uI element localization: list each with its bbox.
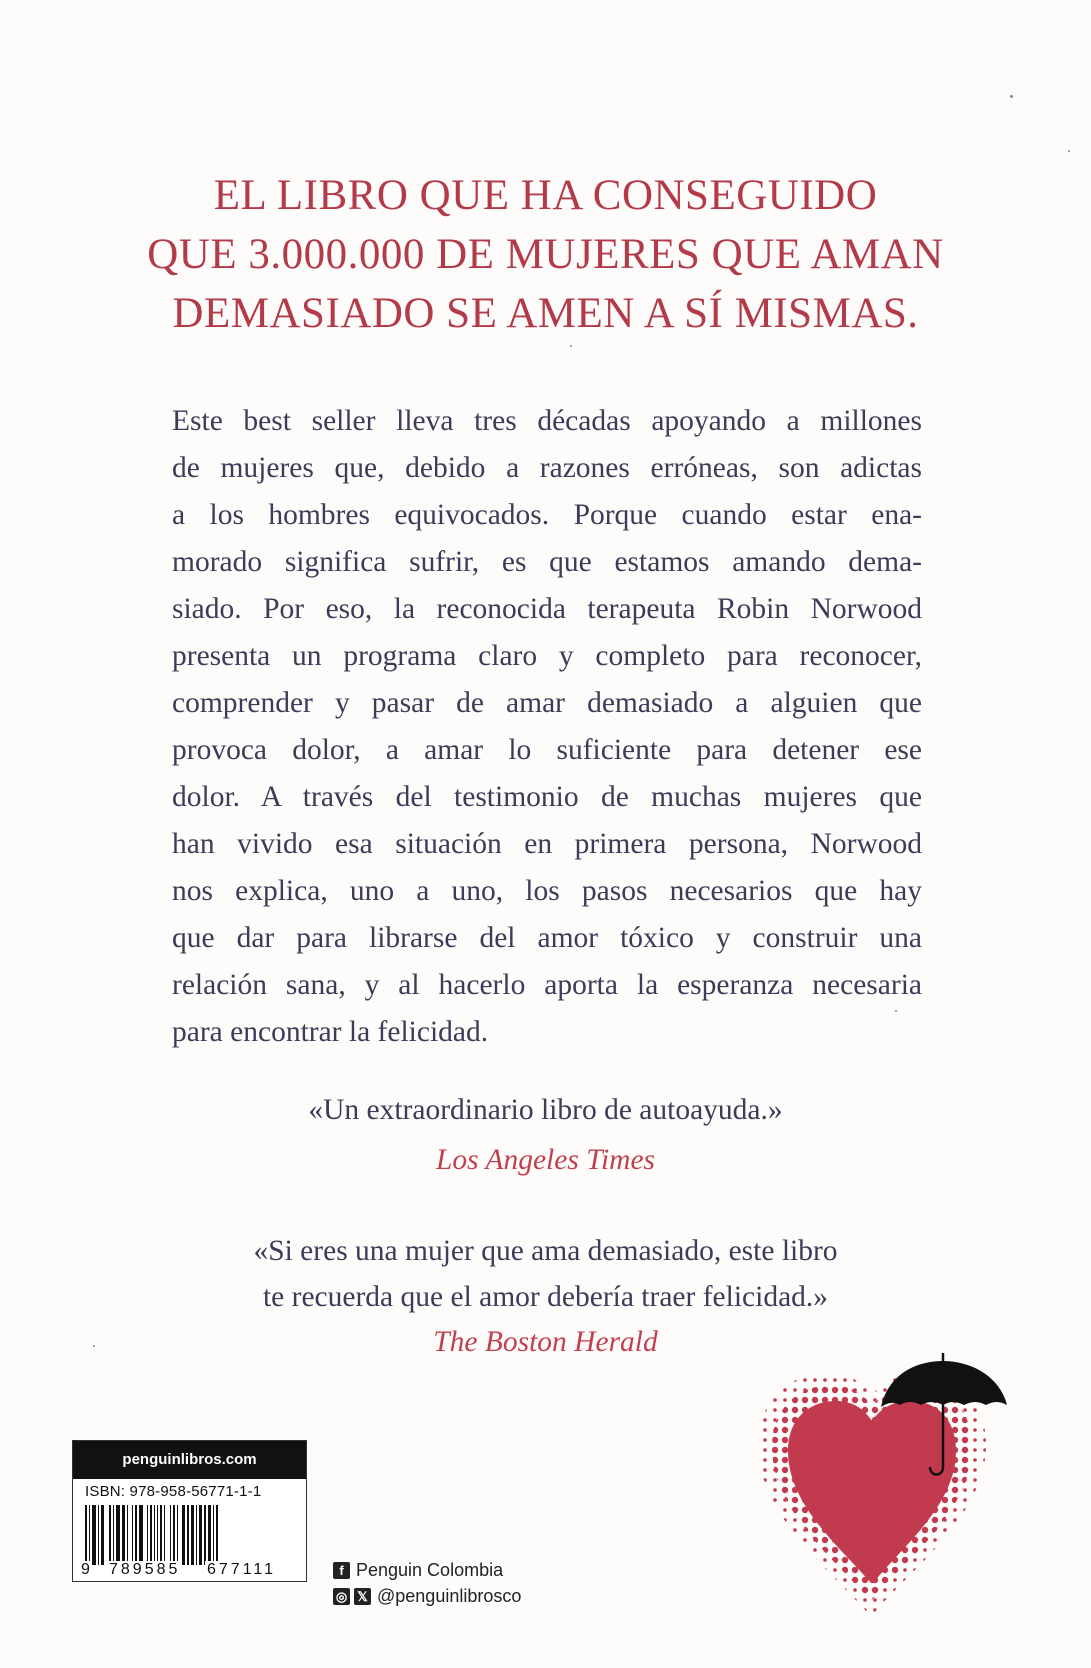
blurb-line: siado. Por eso, la reconocida terapeuta Robin Norwood (172, 593, 922, 625)
blurb-line: de mujeres que, debido a razones erróneas, son adictas (172, 452, 922, 484)
blurb-line: comprender y pasar de amar demasiado a alguien que (172, 687, 922, 719)
blurb-line: que dar para librarse del amor tóxico y construir una (172, 922, 922, 954)
isbn-number: ISBN: 978-958-56771-1-1 (85, 1483, 262, 1500)
heart-icon (758, 1373, 986, 1613)
headline-line-1: EL LIBRO QUE HA CONSEGUIDO (213, 172, 878, 219)
isbn-barcode-box (72, 1440, 307, 1582)
blurb-paragraph (172, 398, 922, 1056)
heart-umbrella-illustration (750, 1345, 1040, 1635)
blurb-line: morado significa sufrir, es que estamos amando dema- (172, 546, 922, 578)
headline (0, 166, 1091, 343)
blurb-line: relación sana, y al hacerlo aporta la esperanza necesaria (172, 969, 922, 1001)
blurb-line: para encontrar la felicidad. (172, 1016, 489, 1048)
barcode-digits-left: 789585 (109, 1561, 181, 1578)
blurb-line: provoca dolor, a amar lo suficiente para detener ese (172, 734, 922, 766)
review-source-2: The Boston Herald (433, 1326, 658, 1358)
social-handle: @penguinlibrosco (377, 1585, 522, 1606)
scan-speck (93, 1345, 95, 1347)
facebook-row (333, 1557, 521, 1583)
blurb-line: Este best seller lleva tres décadas apoyando a millones (172, 405, 922, 437)
headline-line-3: DEMASIADO SE AMEN A SÍ MISMAS. (172, 290, 919, 337)
review-quote-2-line-2: te recuerda que el amor debería traer felicidad.» (262, 1281, 829, 1313)
scan-speck (570, 345, 572, 347)
review-quote-2-line-1: «Si eres una mujer que ama demasiado, este libro (253, 1235, 838, 1267)
blurb-line: nos explica, uno a uno, los pasos necesarios que hay (172, 875, 922, 907)
handle-row (333, 1583, 521, 1609)
blurb-line: a los hombres equivocados. Porque cuando estar ena- (172, 499, 922, 531)
scan-speck (1010, 95, 1013, 98)
review-source-1: Los Angeles Times (435, 1144, 656, 1176)
publisher-website: penguinlibros.com (73, 1441, 306, 1479)
headline-line-2: QUE 3.000.000 DE MUJERES QUE AMAN (147, 231, 944, 278)
blurb-line: dolor. A través del testimonio de muchas mujeres que (172, 781, 922, 813)
instagram-icon: ◎ (333, 1588, 350, 1605)
scan-speck (1068, 150, 1070, 152)
barcode-digit-lead: 9 (81, 1561, 90, 1578)
review-quote-1: «Un extraordinario libro de autoayuda.» (308, 1094, 783, 1126)
blurb-line: presenta un programa claro y completo para reconocer, (172, 640, 922, 672)
barcode-digits-right: 677111 (207, 1561, 277, 1578)
facebook-icon: f (333, 1562, 350, 1579)
x-icon: 𝕏 (354, 1588, 371, 1605)
blurb-line: han vivido esa situación en primera persona, Norwood (172, 828, 922, 860)
barcode-icon (85, 1505, 295, 1565)
scan-speck (895, 1010, 897, 1012)
social-links (333, 1557, 521, 1609)
facebook-label: Penguin Colombia (356, 1559, 504, 1580)
